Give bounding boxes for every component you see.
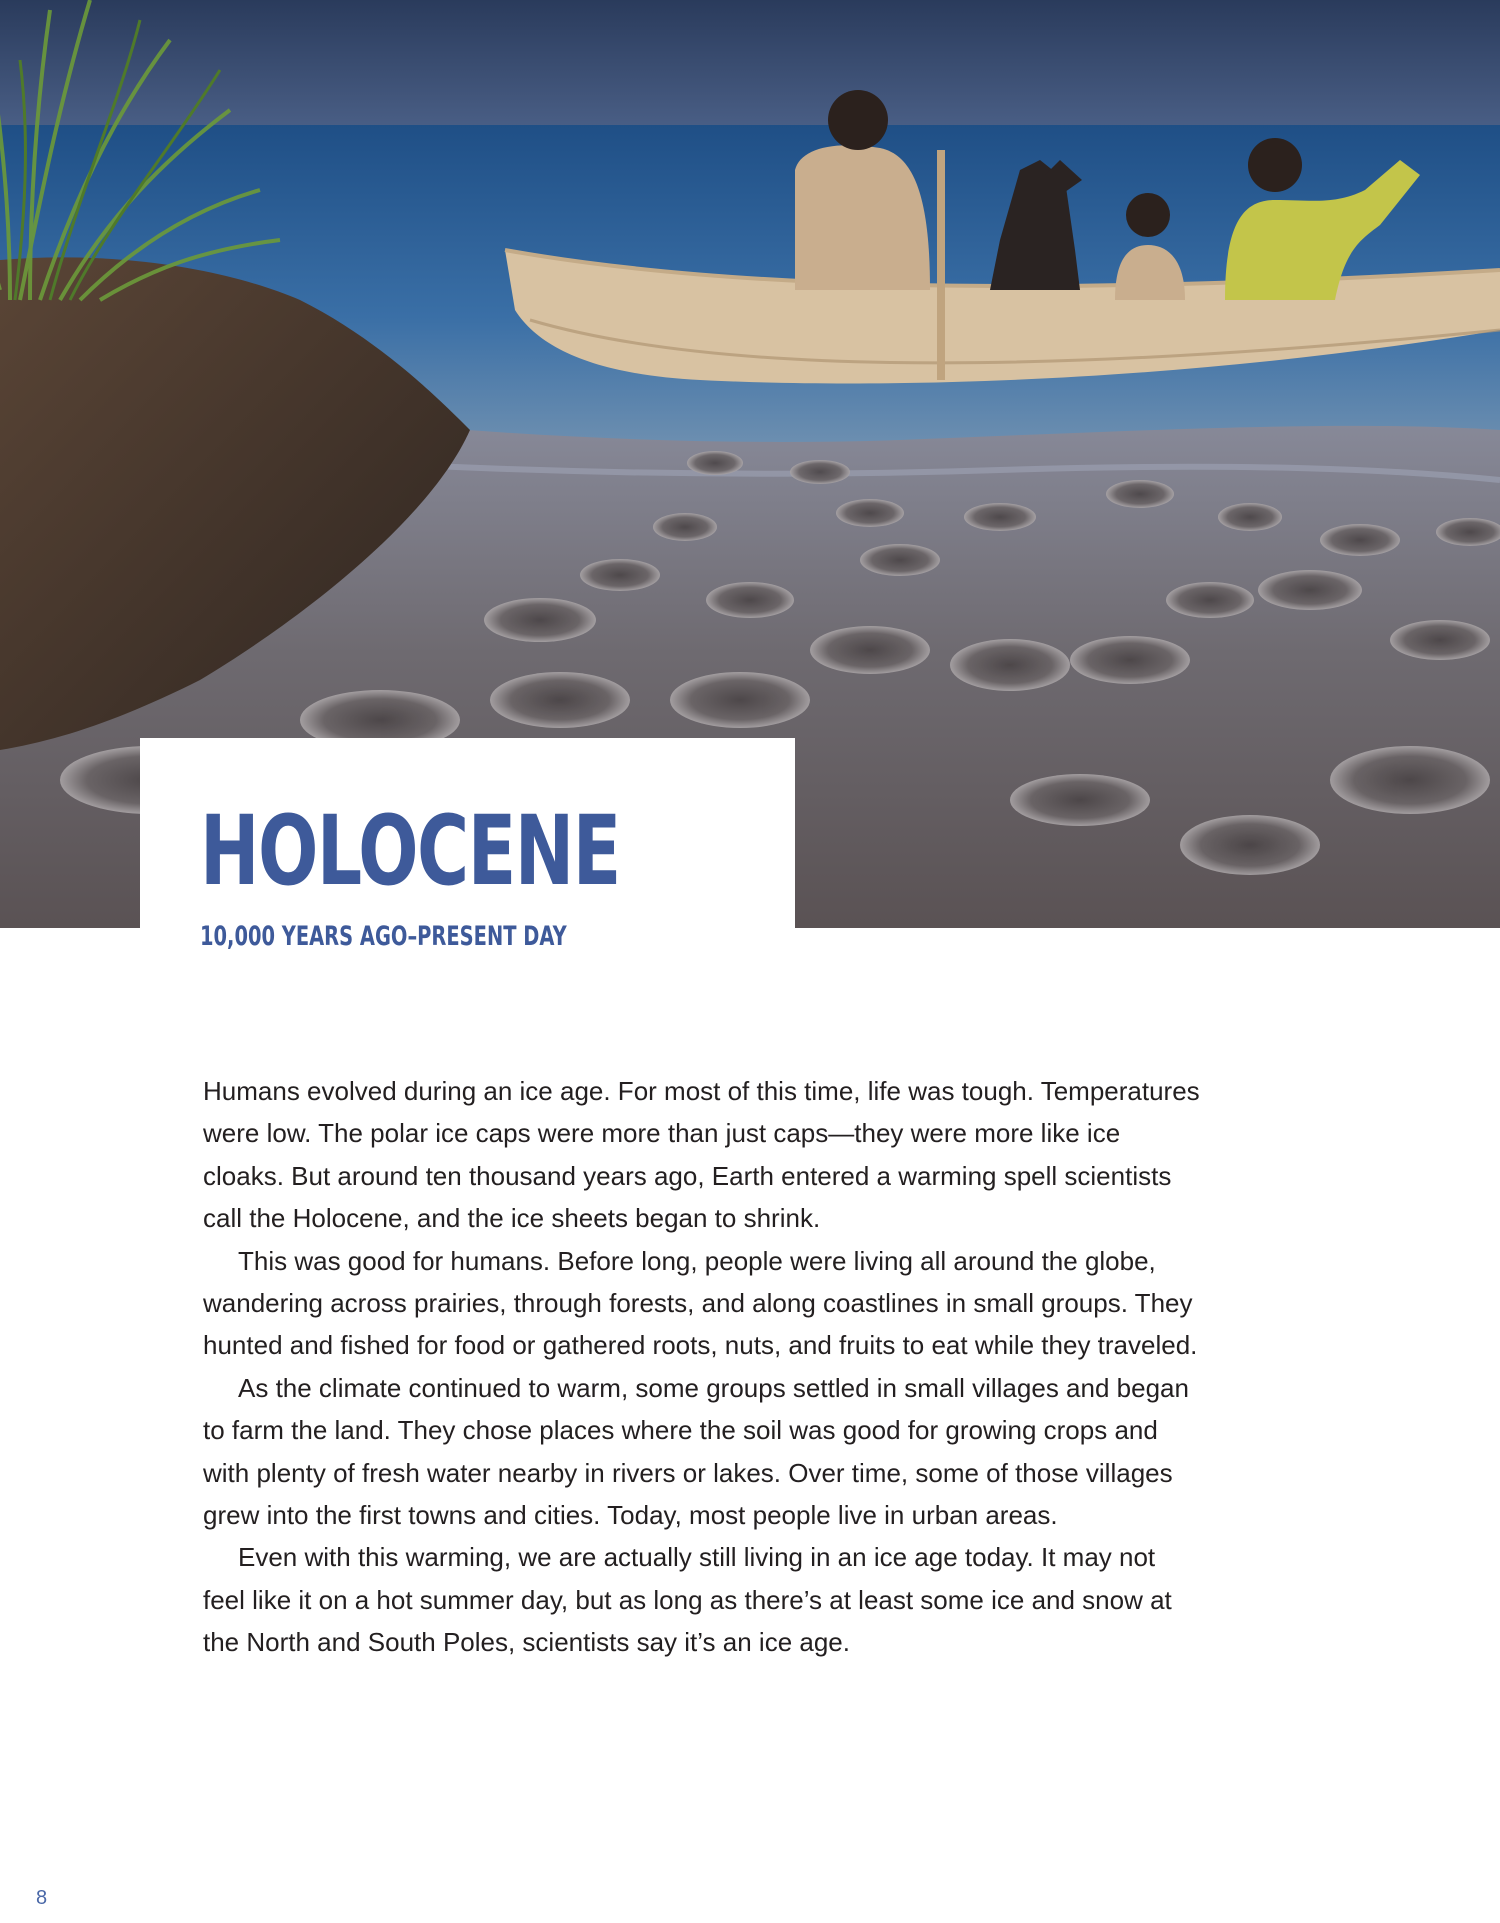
paragraph: As the climate continued to warm, some groups settled in small villages and began to farm the land. They chose places where the soil was good for growing crops and with plenty of fresh water nearby in rivers or lakes. Over time, some of those villages grew into the first towns and cities. Today, most people live in urban areas. [203,1372,1189,1531]
title-box [140,738,795,973]
paragraph: This was good for humans. Before long, people were living all around the globe, wandering across prairies, through forests, and along coastlines in small groups. They hunted and fished for food or gathered roots, nuts, and fruits to eat while they traveled. [203,1245,1198,1361]
page-title: HOLOCENE [200,795,620,907]
paragraph: Even with this warming, we are actually still living in an ice age today. It may not feel like it on a hot summer day, but as long as there’s at least some ice and snow at the North and South Poles, scientists say it’s an ice age. [203,1542,1172,1658]
page-number: 8 [36,1887,48,1909]
page-subtitle: 10,000 YEARS AGO–PRESENT DAY [200,921,567,952]
paragraph: Humans evolved during an ice age. For most of this time, life was tough. Temperatures were low. The polar ice caps were more than just caps—they were more like ice cloaks. But around ten thousand years ago, Earth entered a warming spell scientists call the Holocene, and the ice sheets began to shrink. [203,1076,1200,1234]
article-body [203,1070,1203,1664]
